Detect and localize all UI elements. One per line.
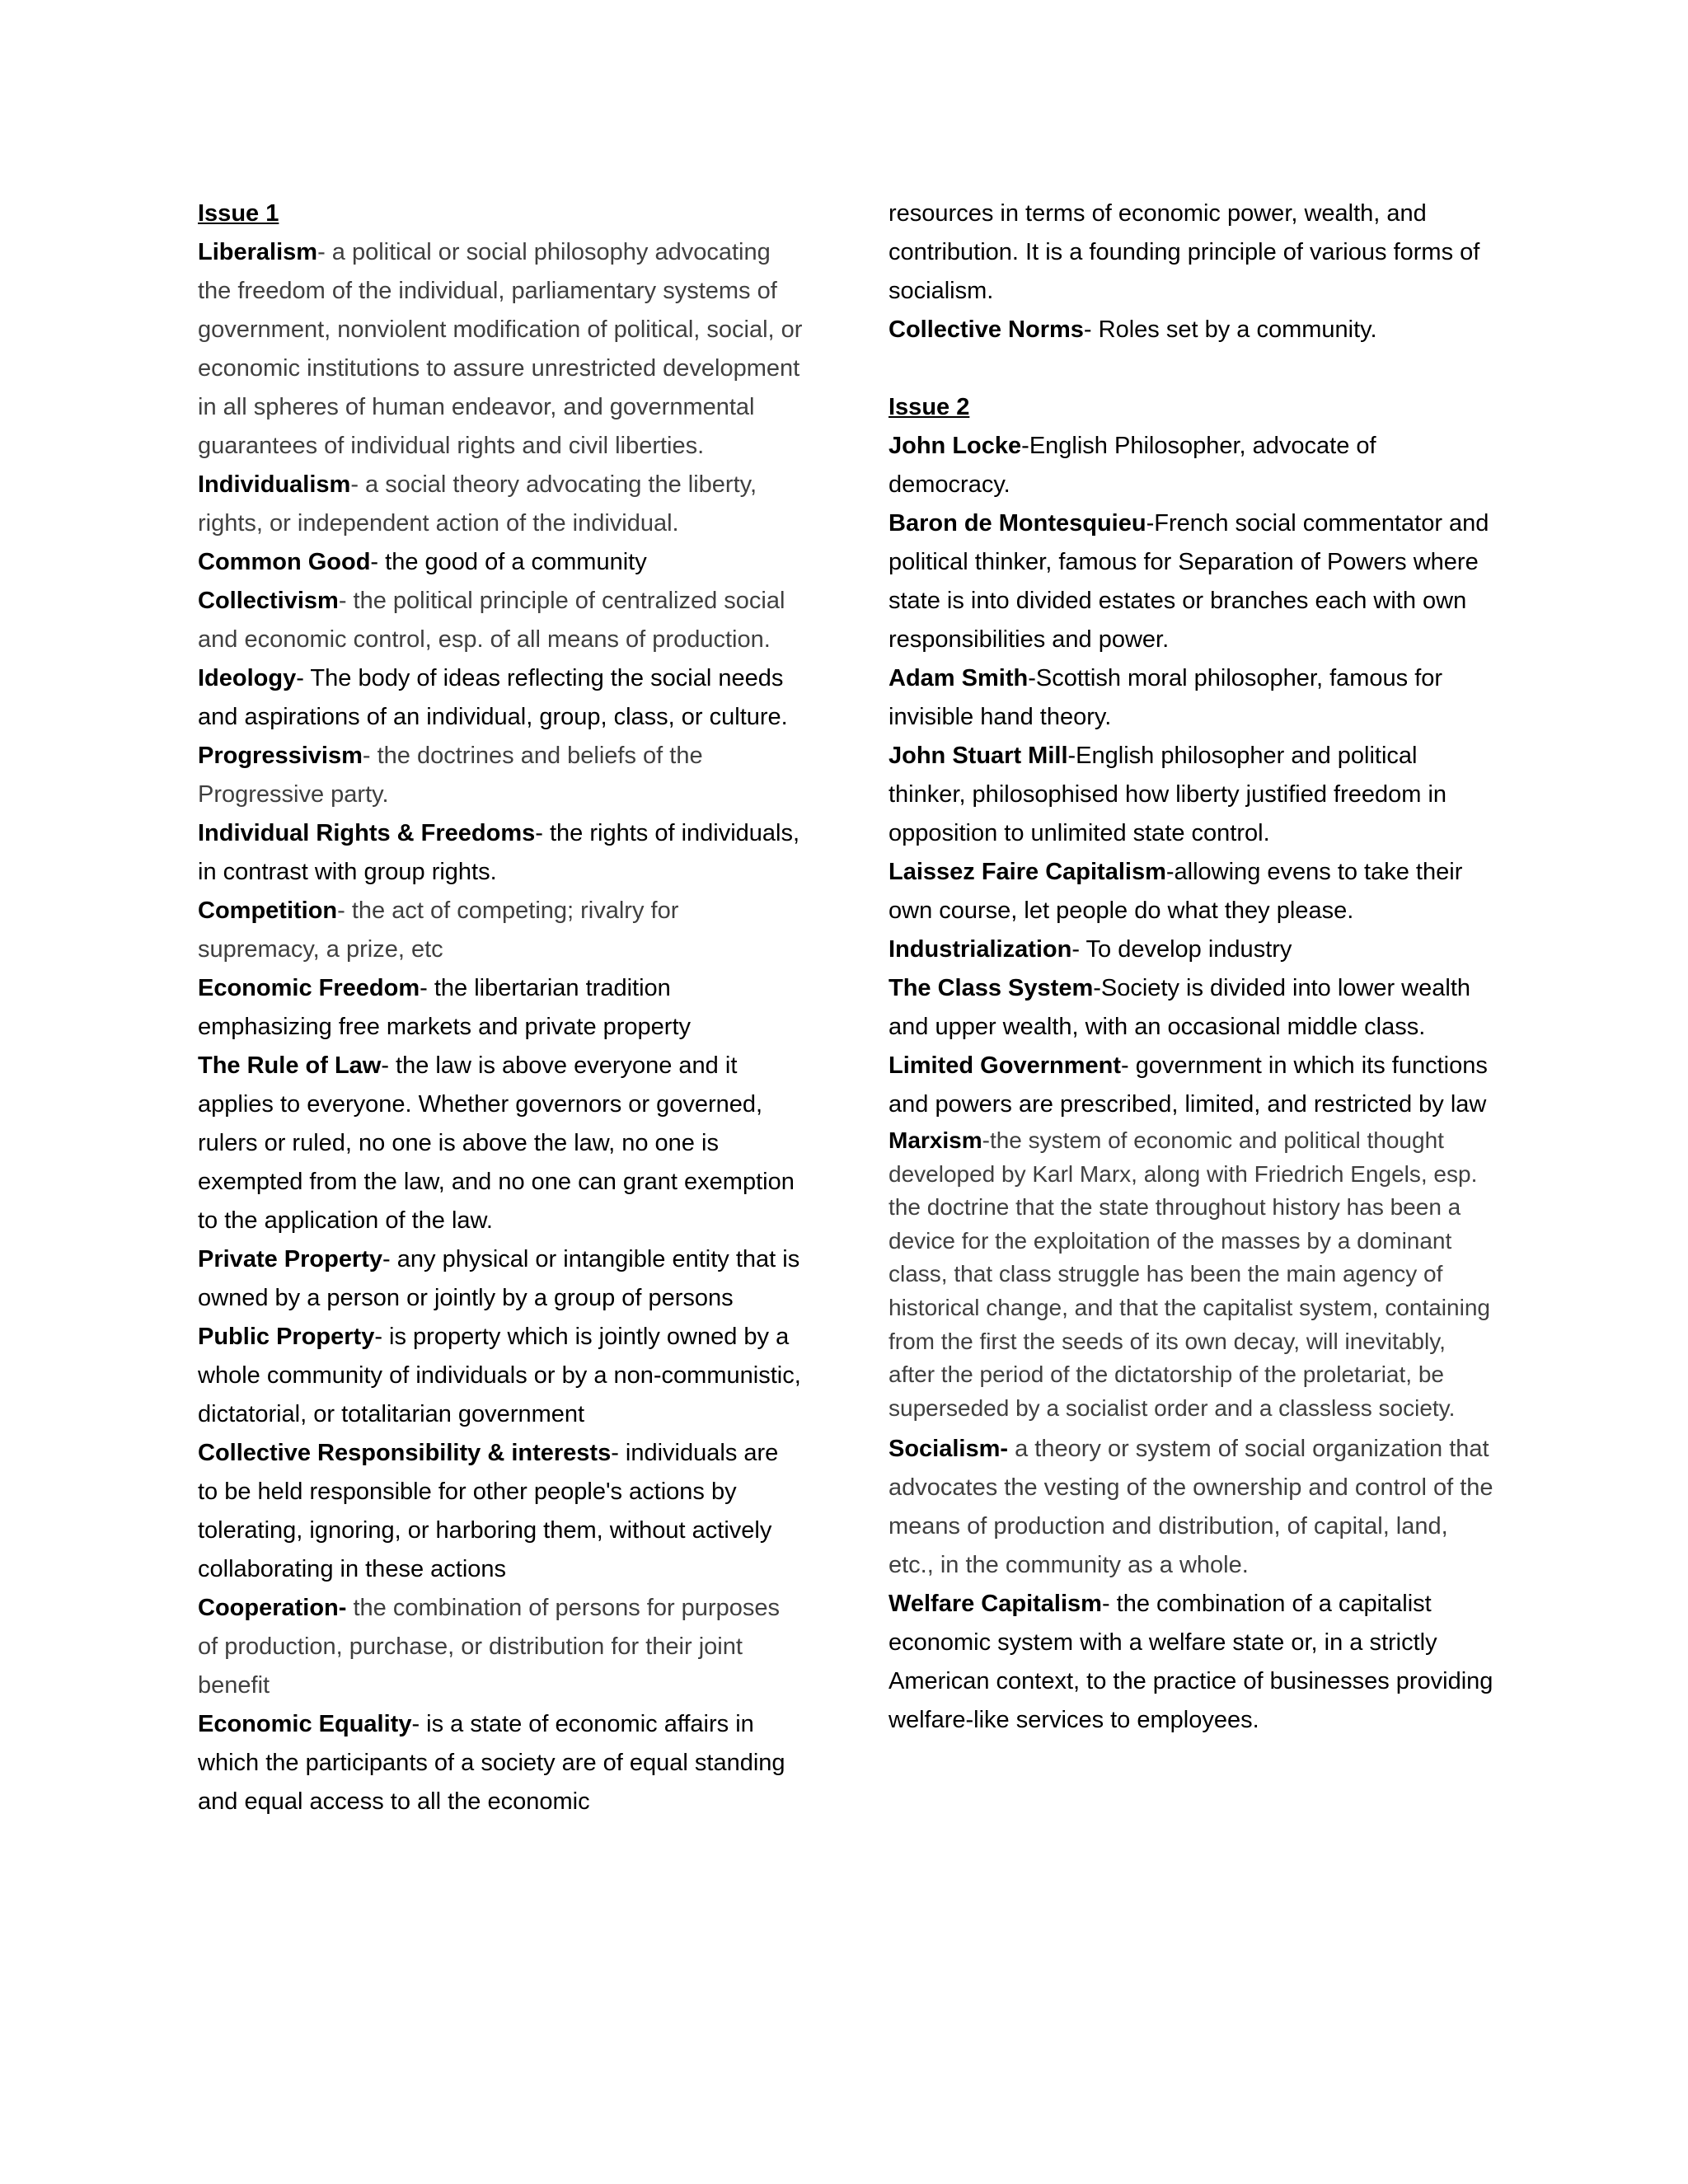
definition: - the political principle of centralized social and economic control, esp. of all means of production. bbox=[198, 588, 785, 653]
definition: - the law is above everyone and it applies to everyone. Whether governors or governed, rulers or ruled, no one is above the law, no one is exempted from the law, and no one can grant exemption to the application of the law. bbox=[198, 1052, 795, 1234]
term: Individualism bbox=[198, 471, 351, 498]
entry-adam-smith bbox=[889, 659, 1494, 737]
term: Limited Government bbox=[889, 1052, 1121, 1079]
definition: -allowing evens to take their own course, let people do what they please. bbox=[889, 859, 1463, 924]
term: Collective Responsibility & interests bbox=[198, 1440, 612, 1466]
term: Collective Norms bbox=[889, 316, 1084, 343]
term: John Locke bbox=[889, 433, 1022, 459]
left-column bbox=[198, 194, 804, 1821]
right-column bbox=[889, 194, 1494, 1740]
entry-competition bbox=[198, 892, 804, 969]
definition: - the combination of a capitalist economic system with a welfare state or, in a strictly American context, to the practice of businesses providing welfare-like services to employees. bbox=[889, 1591, 1493, 1734]
term: Socialism- bbox=[889, 1436, 1009, 1463]
definition: - the doctrines and beliefs of the Progressive party. bbox=[198, 743, 703, 808]
term: Economic Freedom bbox=[198, 975, 420, 1001]
term: Private Property bbox=[198, 1246, 383, 1272]
term: Liberalism bbox=[198, 239, 318, 265]
term: Ideology bbox=[198, 665, 297, 691]
term: Laissez Faire Capitalism bbox=[889, 859, 1166, 885]
issue-1-heading: Issue 1 bbox=[198, 200, 279, 227]
term: Cooperation- bbox=[198, 1595, 347, 1621]
definition: -Scottish moral philosopher, famous for invisible hand theory. bbox=[889, 665, 1443, 730]
definition: - To develop industry bbox=[1071, 936, 1292, 963]
definition: - is a state of economic affairs in which the participants of a society are of equal standing and equal access to all the economic bbox=[198, 1711, 785, 1815]
definition: - government in which its functions and powers are prescribed, limited, and restricted by law bbox=[889, 1052, 1488, 1118]
definition: -English Philosopher, advocate of democracy. bbox=[889, 433, 1376, 498]
definition: a theory or system of social organization that advocates the vesting of the ownership and control of the means of production and distribution, of capital, land, etc., in the community as a whole. bbox=[889, 1436, 1493, 1579]
entry-john-stuart-mill bbox=[889, 737, 1494, 853]
entry-individual-rights bbox=[198, 814, 804, 892]
entry-public-property bbox=[198, 1318, 804, 1434]
definition: -English philosopher and political thinker, philosophised how liberty justified freedom in opposition to unlimited state control. bbox=[889, 743, 1447, 846]
term: Economic Equality bbox=[198, 1711, 412, 1737]
entry-collective-responsibility bbox=[198, 1434, 804, 1589]
definition: -the system of economic and political thought developed by Karl Marx, along with Friedrich Engels, esp. the doctrine that the state throughout history has been a device for the exploitation of the masses by a dominant class, that class struggle has been the main agency of historical change, and that the capitalist system, containing from the first the seeds of its own decay, will inevitably, after the period of the dictatorship of the proletariat, be superseded by a socialist order and a classless society. bbox=[889, 1127, 1490, 1421]
entry-cooperation bbox=[198, 1589, 804, 1705]
definition: - the good of a community bbox=[370, 549, 647, 575]
term: Baron de Montesquieu bbox=[889, 510, 1146, 537]
definition: - Roles set by a community. bbox=[1083, 316, 1377, 343]
term: The Class System bbox=[889, 975, 1094, 1001]
section-spacer bbox=[889, 349, 1494, 388]
issue-2-heading: Issue 2 bbox=[889, 394, 970, 420]
term: John Stuart Mill bbox=[889, 743, 1068, 769]
entry-rule-of-law bbox=[198, 1047, 804, 1240]
entry-limited-government bbox=[889, 1047, 1494, 1124]
term: Common Good bbox=[198, 549, 371, 575]
term: Welfare Capitalism bbox=[889, 1591, 1102, 1618]
term: Collectivism bbox=[198, 588, 339, 614]
entry-common-good bbox=[198, 543, 804, 582]
entry-john-locke bbox=[889, 427, 1494, 504]
entry-individualism bbox=[198, 466, 804, 543]
entry-economic-equality bbox=[198, 1705, 804, 1821]
definition: -Society is divided into lower wealth and upper wealth, with an occasional middle class. bbox=[889, 975, 1471, 1040]
definition: - a social theory advocating the liberty, rights, or independent action of the individual. bbox=[198, 471, 757, 537]
entry-montesquieu bbox=[889, 504, 1494, 659]
entry-class-system bbox=[889, 969, 1494, 1047]
definition: - The body of ideas reflecting the social needs and aspirations of an individual, group, class, or culture. bbox=[198, 665, 788, 730]
term: Industrialization bbox=[889, 936, 1072, 963]
entry-progressivism bbox=[198, 737, 804, 814]
entry-collectivism bbox=[198, 582, 804, 659]
entry-laissez-faire bbox=[889, 853, 1494, 930]
entry-private-property bbox=[198, 1240, 804, 1318]
definition: - is property which is jointly owned by a whole community of individuals or by a non-communistic, dictatorial, or totalitarian government bbox=[198, 1324, 801, 1427]
term: Individual Rights & Freedoms bbox=[198, 820, 536, 846]
definition: - individuals are to be held responsible for other people's actions by tolerating, ignoring, or harboring them, without actively collaborating in these actions bbox=[198, 1440, 779, 1582]
entry-industrialization bbox=[889, 930, 1494, 969]
entry-marxism bbox=[889, 1124, 1494, 1425]
definition: - any physical or intangible entity that is owned by a person or jointly by a group of persons bbox=[198, 1246, 800, 1311]
term: Adam Smith bbox=[889, 665, 1029, 691]
definition: the combination of persons for purposes of production, purchase, or distribution for their joint benefit bbox=[198, 1595, 780, 1699]
entry-liberalism bbox=[198, 233, 804, 466]
entry-collective-norms bbox=[889, 311, 1494, 349]
entry-socialism bbox=[889, 1430, 1494, 1585]
definition: -French social commentator and political thinker, famous for Separation of Powers where state is into divided estates or branches each with own responsibilities and power. bbox=[889, 510, 1489, 653]
definition: - the libertarian tradition emphasizing free markets and private property bbox=[198, 975, 692, 1040]
entry-welfare-capitalism bbox=[889, 1585, 1494, 1740]
definition: - the act of competing; rivalry for supremacy, a prize, etc bbox=[198, 898, 679, 963]
term: The Rule of Law bbox=[198, 1052, 382, 1079]
entry-economic-freedom bbox=[198, 969, 804, 1047]
definition: - a political or social philosophy advocating the freedom of the individual, parliamentary systems of government, nonviolent modification of political, social, or economic institutions to assure unrestricted development in all spheres of human endeavor, and governmental guarantees of individual rights and civil liberties. bbox=[198, 239, 803, 459]
term: Marxism bbox=[889, 1127, 982, 1153]
entry-ideology bbox=[198, 659, 804, 737]
term: Progressivism bbox=[198, 743, 363, 769]
definition: - the rights of individuals, in contrast with group rights. bbox=[198, 820, 800, 885]
term: Competition bbox=[198, 898, 338, 924]
economic-equality-continuation: resources in terms of economic power, wealth, and contribution. It is a founding principle of various forms of socialism. bbox=[889, 200, 1480, 304]
term: Public Property bbox=[198, 1324, 375, 1350]
